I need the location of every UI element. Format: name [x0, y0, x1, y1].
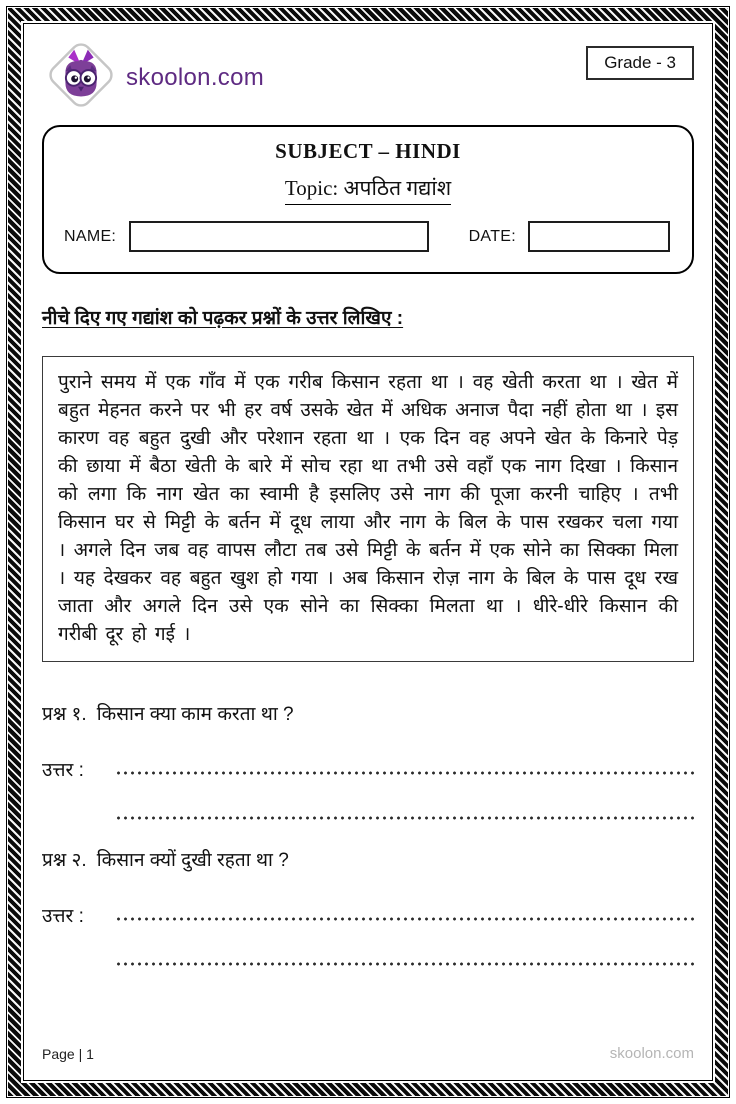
- question-1-answer-line-2[interactable]: [115, 814, 694, 822]
- passage-text: पुराने समय में एक गाँव में एक गरीब किसान रहता था । वह खेती करता था । खेत में बहुत मेहनत करने पर भी हर वर्ष उसके खेत में अधिक अनाज पैदा नहीं होता था । इस कारण वह बहुत दुखी और परेशान रहता था । एक दिन वह अपने खेत के किनारे पेड़ की छाया में बैठा खेती के बारे में सोच रहा था तभी उसे वहाँ एक नाग दिखा । किसान को लगा कि नाग खेत का स्वामी है इसलिए उसे नाग की पूजा करनी चाहिए । तभी किसान घर से मिट्टी के बर्तन में दूध लाया और नाग के बिल के पास रखकर चला गया । अगले दिन जब वह वापस लौटा तब उसे मिट्टी के बर्तन में एक सोने का सिक्का मिला । यह देखकर वह बहुत खुश हो गया । अब किसान रोज़ नाग के बिल के पास दूध रख जाता और अगले दिन उसे एक सोने का सिक्का मिलता था । धीरे-धीरे किसान की गरीबी दूर हो गई ।: [58, 372, 678, 645]
- footer-brand: skoolon.com: [609, 1045, 694, 1062]
- name-date-row: [64, 221, 672, 252]
- skoolon-logo: [42, 36, 264, 119]
- question-1-answer-row: [42, 756, 694, 782]
- date-input[interactable]: [528, 221, 670, 252]
- date-label: DATE:: [468, 227, 516, 245]
- page-footer: [42, 1045, 694, 1064]
- page-number: Page | 1: [42, 1046, 94, 1062]
- question-2-answer-row: [42, 902, 694, 928]
- question-2-label: प्रश्न २.: [42, 850, 87, 871]
- name-input[interactable]: [129, 221, 429, 252]
- question-2-text: किसान क्यों दुखी रहता था ?: [96, 850, 289, 871]
- question-1-answer-line-1[interactable]: [115, 769, 694, 777]
- question-2-answer-line-1[interactable]: [115, 915, 694, 923]
- question-1: [42, 700, 694, 822]
- question-2-answer-line-2[interactable]: [115, 960, 694, 968]
- brand-name: skoolon.com: [126, 63, 265, 91]
- grade-badge: Grade - 3: [586, 46, 694, 80]
- question-1-label: प्रश्न १.: [42, 704, 87, 725]
- header-box: [42, 125, 694, 274]
- page-content: [24, 24, 712, 1080]
- question-2-line: [42, 846, 694, 872]
- question-2-answer-label: उत्तर :: [42, 906, 84, 927]
- questions-section: [42, 700, 694, 992]
- question-1-text: किसान क्या काम करता था ?: [96, 704, 294, 725]
- question-1-answer-label: उत्तर :: [42, 760, 84, 781]
- subject-title: SUBJECT – HINDI: [275, 139, 461, 163]
- owl-logo-icon: [42, 36, 120, 119]
- topic-value: अपठित गद्यांश: [343, 176, 452, 200]
- topic-line: [64, 174, 672, 205]
- question-1-line: [42, 700, 694, 726]
- topic-label: Topic:: [284, 176, 339, 200]
- instruction-text: नीचे दिए गए गद्यांश को पढ़कर प्रश्नों के उत्तर लिखिए :: [42, 308, 404, 329]
- passage-box: [42, 356, 694, 662]
- brand-row: [42, 36, 694, 119]
- name-label: NAME:: [64, 227, 117, 245]
- question-2: [42, 846, 694, 968]
